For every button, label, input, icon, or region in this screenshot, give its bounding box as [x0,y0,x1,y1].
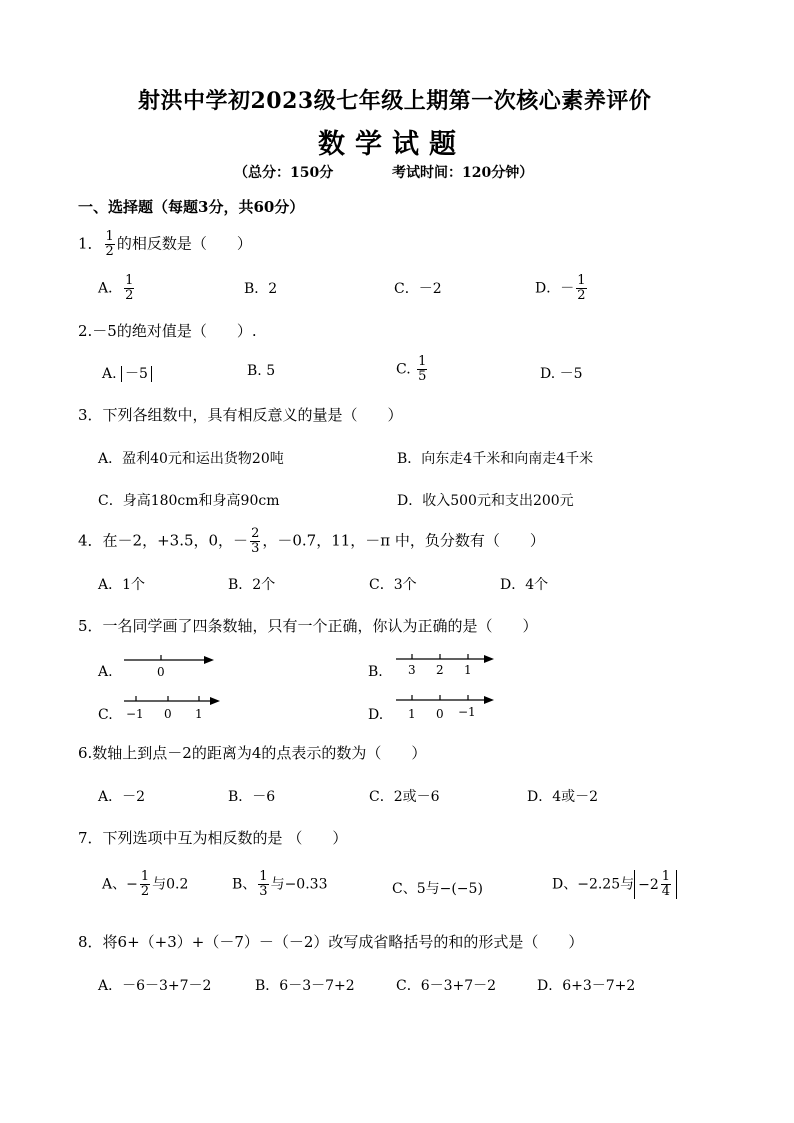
q6-option-c: C．2或－6 [369,789,440,805]
q2-option-d: D. －5 [540,366,583,382]
question-7: 7．下列选项中互为相反数的是 （ ） [78,829,348,847]
q4-option-b: B．2个 [228,577,276,593]
tick-label: 2 [436,663,444,677]
q1-option-c: C．－2 [394,281,442,297]
q2-option-b: B. 5 [247,363,276,379]
number-line-c [124,693,224,723]
q3-option-c: C．身高180cm和身高90cm [98,493,280,509]
q3-option-a: A．盈利40元和运出货物20吨 [98,451,284,467]
q1-option-d: D．－ $\frac{1}{2}$ [535,273,586,303]
question-2: 2.－5的绝对值是（ ）. [78,322,257,340]
q3-option-b: B．向东走4千米和向南走4千米 [397,451,594,467]
q6-option-a: A．－2 [98,789,146,805]
exam-title: 射洪中学初2023级七年级上期第一次核心素养评价 [138,88,652,114]
total-score: （总分：150分 [234,165,334,181]
q2-option-c: C. $\frac{1}{5}$ [396,354,427,384]
question-text: 的相反数是（ ） [116,234,252,253]
q2-option-a: A. －5 [102,363,152,383]
q3-option-d: D．收入500元和支出200元 [397,493,574,509]
number-line-d [396,693,496,723]
tick-label: 1 [464,663,472,677]
q8-option-b: B．6－3－7+2 [255,978,355,994]
exam-subtitle: 数学试题 [318,129,466,160]
q6-option-b: B．－6 [228,789,276,805]
q4-option-c: C．3个 [369,577,417,593]
q5-option-a-label: A. [98,664,113,680]
exam-time: 考试时间：120分钟） [392,165,534,181]
q7-option-d: D、−2.25与 −2 $\frac{1}{4}$ [552,870,677,899]
absolute-value: －5 [121,366,152,382]
q7-option-b: B、 $\frac{1}{3}$ 与−0.33 [232,869,328,899]
q4-option-d: D．4个 [500,577,549,593]
q6-option-d: D．4或－2 [527,789,599,805]
q5-option-c-label: C. [98,707,113,723]
question-3: 3．下列各组数中，具有相反意义的量是（ ） [78,406,403,424]
fraction: $\frac{1}{2}$ [105,229,114,259]
q1-option-b: B．2 [244,281,278,297]
question-5: 5．一名同学画了四条数轴，只有一个正确，你认为正确的是（ ） [78,617,538,635]
number-line-b [396,652,496,680]
tick-label: 0 [157,665,165,679]
q8-option-a: A．－6－3+7－2 [98,978,212,994]
section-title: 一、选择题（每题3分，共60分） [78,198,305,216]
q4-option-a: A．1个 [98,577,146,593]
tick-label: −1 [126,707,144,721]
question-6: 6.数轴上到点－2的距离为4的点表示的数为（ ） [78,744,427,762]
tick-label: −1 [458,705,476,719]
q5-option-b-label: B. [368,664,383,680]
tick-label: 1 [408,707,416,721]
q8-option-c: C．6－3+7－2 [396,978,497,994]
tick-label: 0 [164,707,172,721]
q1-option-a: A． $\frac{1}{2}$ [98,273,134,303]
question-8: 8．将6+（+3）+（－7）－（－2）改写成省略括号的和的形式是（ ） [78,933,584,951]
question-number: 1． [78,234,103,253]
q7-option-a: A、− $\frac{1}{2}$ 与0.2 [102,869,189,899]
q5-option-d-label: D. [368,707,384,723]
question-4: 4．在－2，+3.5，0，－ $\frac{2}{3}$ ，－0.7，11，－π 中，负分数有（ ） [78,526,545,556]
question-1 [78,230,252,259]
tick-label: 3 [408,663,416,677]
number-line-a [124,652,216,680]
q8-option-d: D．6+3－7+2 [537,978,636,994]
tick-label: 0 [436,707,444,721]
q7-option-c: C、5与−(−5) [392,881,483,897]
tick-label: 1 [195,707,203,721]
